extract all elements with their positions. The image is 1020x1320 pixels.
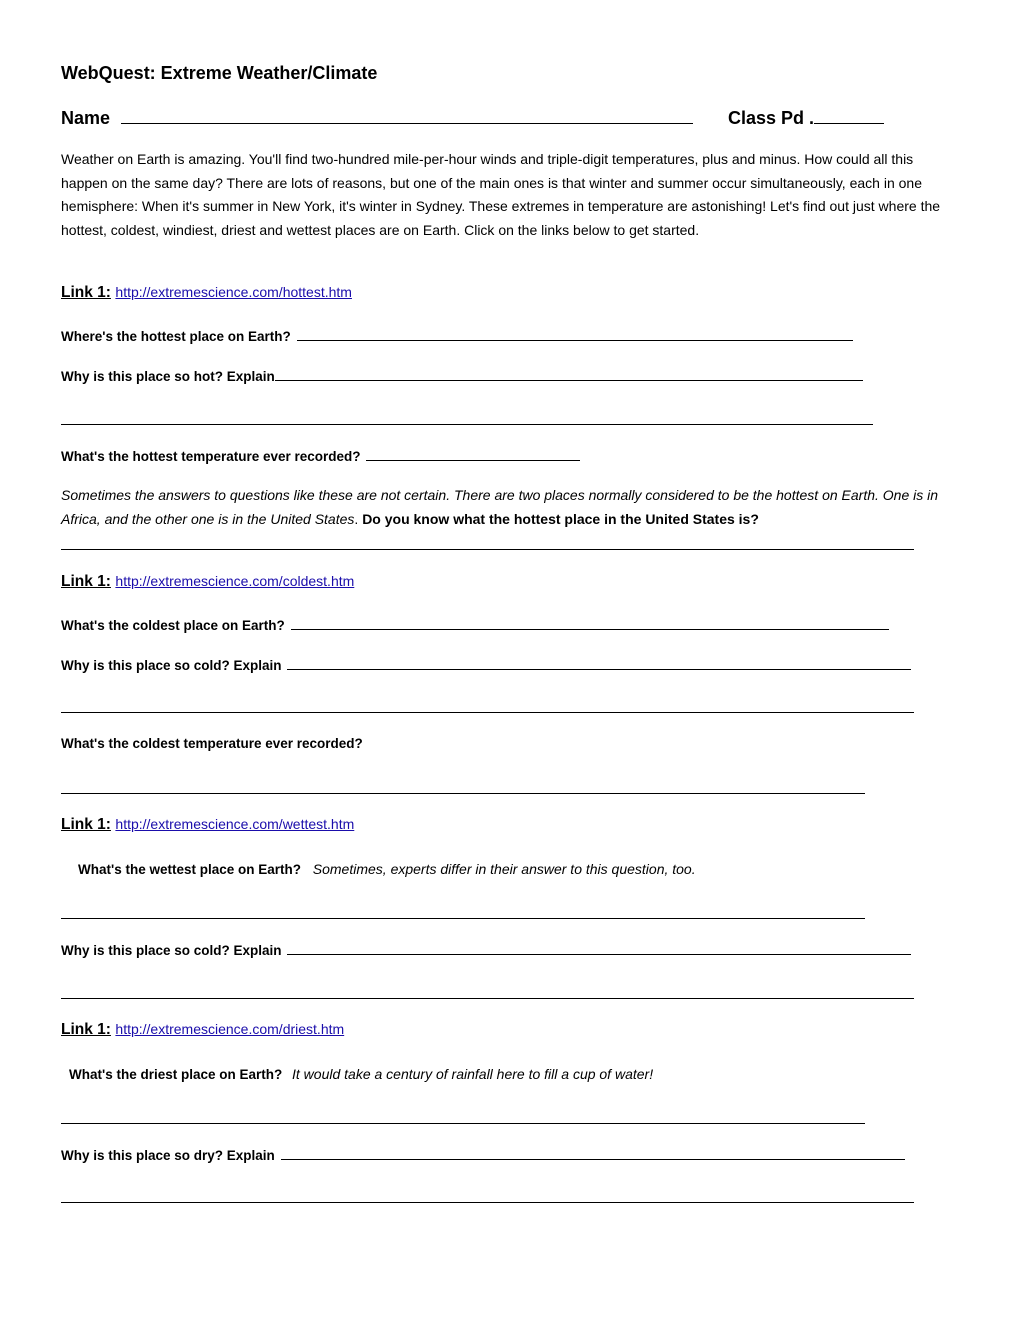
coldest-link-label: Link 1: xyxy=(61,573,111,590)
wettest-q1-answer-line[interactable] xyxy=(61,918,865,919)
class-label: Class Pd . xyxy=(728,108,815,128)
coldest-q2-answer-line[interactable] xyxy=(61,712,914,713)
wettest-q2-answer[interactable] xyxy=(287,941,911,955)
coldest-q2-answer[interactable] xyxy=(287,656,911,670)
wettest-link-row xyxy=(61,816,354,834)
wettest-q2-answer-line[interactable] xyxy=(61,998,914,999)
page-title: WebQuest: Extreme Weather/Climate xyxy=(61,63,378,83)
wettest-q2-label: Why is this place so cold? Explain xyxy=(61,943,282,958)
wettest-q1-note: Sometimes, experts differ in their answer to this question, too. xyxy=(312,861,696,877)
driest-link[interactable]: http://extremescience.com/driest.htm xyxy=(115,1021,345,1037)
intro-paragraph: Weather on Earth is amazing. You'll find two-hundred mile-per-hour winds and triple-digit temperatures, plus and minus. How could all this happen on the same day? There are lots of reasons, but one of the main ones is that winter and summer occur simultaneously, each in one hemisphere: When it's summer in New York, it's winter in Sydney. These extremes in temperature are astonishing! Let's find out just where the hottest, coldest, windiest, driest and wettest places are on Earth. Click on the links below to get started. xyxy=(61,151,941,238)
wettest-link[interactable]: http://extremescience.com/wettest.htm xyxy=(115,816,355,832)
wettest-link-label: Link 1: xyxy=(61,816,111,833)
driest-link-row xyxy=(61,1021,344,1039)
driest-q1-label: What's the driest place on Earth? xyxy=(69,1067,283,1082)
class-row xyxy=(728,108,884,129)
coldest-q2-label: Why is this place so cold? Explain xyxy=(61,658,282,673)
coldest-q1-answer[interactable] xyxy=(291,616,889,630)
coldest-q3-answer-line[interactable] xyxy=(61,793,865,794)
coldest-link[interactable]: http://extremescience.com/coldest.htm xyxy=(115,573,355,589)
hottest-link-label: Link 1: xyxy=(61,284,111,301)
wettest-q1-label: What's the wettest place on Earth? xyxy=(78,862,301,877)
driest-q1-row xyxy=(69,1066,653,1082)
driest-q1-answer-line[interactable] xyxy=(61,1123,865,1124)
coldest-q1-label: What's the coldest place on Earth? xyxy=(61,618,285,633)
hottest-note-question: Do you know what the hottest place in the United States is? xyxy=(362,510,759,527)
driest-q2-label: Why is this place so dry? Explain xyxy=(61,1148,275,1163)
wettest-q2-row xyxy=(61,941,911,958)
driest-q2-answer-line[interactable] xyxy=(61,1202,914,1203)
driest-link-label: Link 1: xyxy=(61,1021,111,1038)
driest-q2-answer[interactable] xyxy=(281,1146,905,1160)
hottest-note xyxy=(61,484,966,531)
hottest-q3-label: What's the hottest temperature ever recorded? xyxy=(61,449,361,464)
hottest-q3-answer[interactable] xyxy=(366,447,580,461)
hottest-us-answer-line[interactable] xyxy=(61,549,914,550)
coldest-q1-row xyxy=(61,616,889,633)
driest-q1-note: It would take a century of rainfall here to fill a cup of water! xyxy=(292,1066,654,1082)
hottest-q1-answer[interactable] xyxy=(297,327,853,341)
hottest-q2-row xyxy=(61,367,863,384)
hottest-note-period: . xyxy=(354,510,359,527)
hottest-q1-row xyxy=(61,327,853,344)
hottest-q2-label: Why is this place so hot? Explain xyxy=(61,369,275,384)
hottest-q1-label: Where's the hottest place on Earth? xyxy=(61,329,291,344)
hottest-note-italic: Sometimes the answers to questions like these are not certain. There are two places normally considered to be the hottest on Earth. One is in Africa, and the other one is in the United States xyxy=(61,487,939,527)
coldest-q3-label: What's the coldest temperature ever recorded? xyxy=(61,736,363,751)
coldest-q2-row xyxy=(61,656,911,673)
coldest-link-row xyxy=(61,573,354,591)
name-label: Name xyxy=(61,108,111,128)
hottest-q3-row xyxy=(61,447,580,464)
wettest-q1-row xyxy=(78,861,696,877)
driest-q2-row xyxy=(61,1146,905,1163)
class-period-field[interactable] xyxy=(814,110,884,124)
hottest-q2-answer-line[interactable] xyxy=(61,424,873,425)
hottest-q2-answer[interactable] xyxy=(275,367,863,381)
hottest-link[interactable]: http://extremescience.com/hottest.htm xyxy=(115,284,352,300)
name-row xyxy=(61,108,693,129)
name-field[interactable] xyxy=(121,110,693,124)
hottest-link-row xyxy=(61,284,352,302)
